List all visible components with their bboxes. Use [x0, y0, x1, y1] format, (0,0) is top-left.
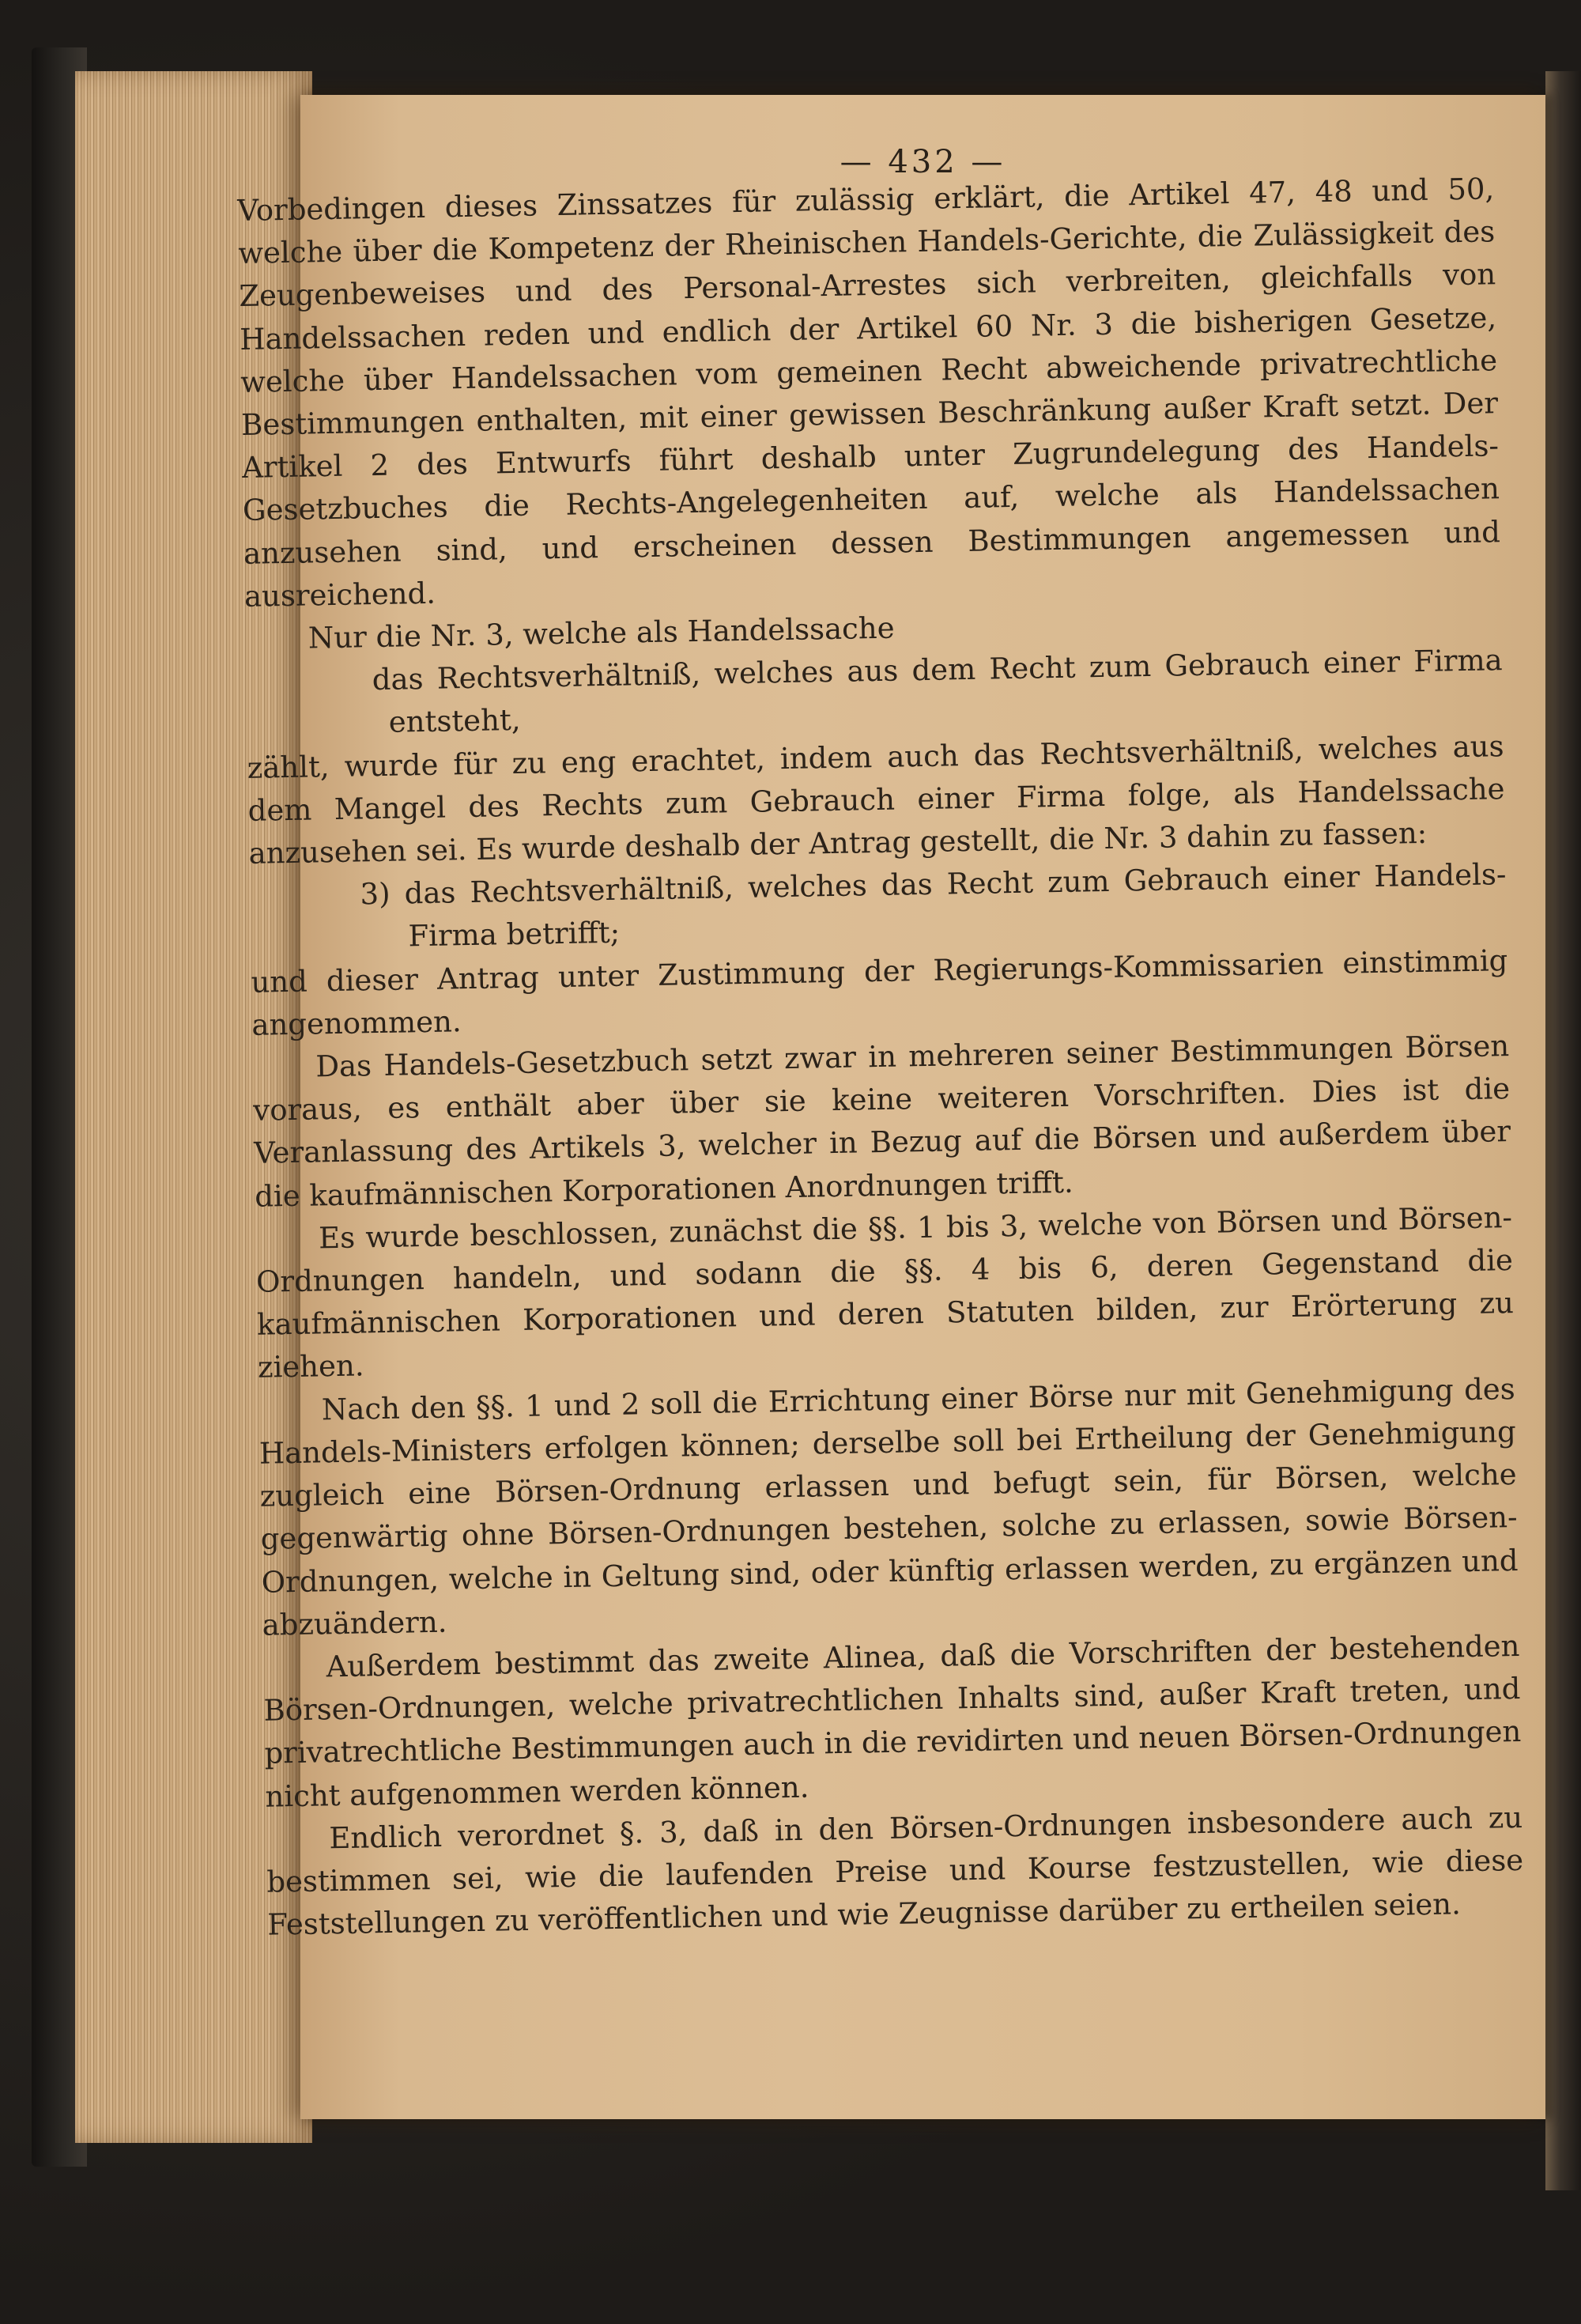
paragraph: und dieser Antrag unter Zustimmung der Regierungs-Kommissarien einstimmig angenommen. — [251, 943, 1508, 1042]
paragraph: Endlich verordnet §. 3, daß in den Börsen-Ordnungen insbesondere auch zu bestimmen sei, wie die laufenden Preise und Kourse festzustellen, wie diese Feststellungen zu veröffentlichen und wie Zeugnisse darüber zu ertheilen seien. — [266, 1800, 1524, 1942]
page-text — [237, 168, 1525, 1947]
paragraph: zählt, wurde für zu eng erachtet, indem auch das Rechtsverhältniß, welches aus dem Mangel des Rechts zum Gebrauch einer Firma folge, als Handelssache anzusehen sei. Es wurde deshalb der Antrag gestellt, die Nr. 3 dahin zu fassen: — [247, 728, 1505, 871]
paragraph: Nach den §§. 1 und 2 soll die Errichtung einer Börse nur mit Genehmigung des Handels-Ministers erfolgen können; derselbe soll bei Ertheilung der Genehmigung zugleich eine Börsen-Ordnung erlassen und befugt sein, für Börsen, welche gegenwärtig ohne Börsen-Ordnungen bestehen, solche zu erlassen, sowie Börsen-Ordnungen, welche in Geltung sind, oder künftig erlassen werden, zu ergänzen und abzuändern. — [258, 1371, 1519, 1642]
page-number: — 432 — — [840, 144, 1006, 180]
right-book-edge — [1545, 71, 1581, 2190]
paragraph: Nur die Nr. 3, welche als Handelssache — [308, 610, 895, 656]
paragraph: Das Handels-Gesetzbuch setzt zwar in mehreren seiner Bestimmungen Börsen voraus, es enthält aber über sie keine weiteren Vorschriften. Dies ist die Veranlassung des Artikels 3, welcher in Bezug auf die Börsen und außerdem über die kaufmännischen Korporationen Anordnungen trifft. — [252, 1029, 1511, 1214]
paragraph: Vorbedingen dieses Zinssatzes für zulässig erklärt, die Artikel 47, 48 und 50, welche über die Kompetenz der Rheinischen Handels-Gerichte, die Zulässigkeit des Zeugenbeweises und des Personal-Arrestes sich verbreiten, gleichfalls von Handelssachen reden und endlich der Artikel 60 Nr. 3 die bisherigen Gesetze, welche über Handelssachen vom gemeinen Recht abweichende privatrechtliche Bestimmungen enthalten, mit einer gewissen Beschränkung außer Kraft setzt. Der Artikel 2 des Entwurfs führt deshalb unter Zugrundelegung des Handels-Gesetzbuches die Rechts-Angelegenheiten auf, welche als Handelssachen anzusehen sind, und erscheinen dessen Bestimmungen angemessen und ausreichend. — [237, 172, 1501, 614]
list-item: 3) das Rechtsverhältniß, welches das Recht zum Gebrauch einer Handels-Firma betrifft; — [360, 857, 1507, 954]
paragraph: Es wurde beschlossen, zunächst die §§. 1 bis 3, welche von Börsen und Börsen-Ordnungen handeln, und sodann die §§. 4 bis 6, deren Gegenstand die kaufmännischen Korporationen und deren Statuten bilden, zur Erörterung zu ziehen. — [255, 1200, 1515, 1385]
paragraph: Außerdem bestimmt das zweite Alinea, daß die Vorschriften der bestehenden Börsen-Ordnungen, welche privatrechtlichen Inhalts sind, außer Kraft treten, und privatrechtliche Bestimmungen auch in die revidirten und neuen Börsen-Ordnungen nicht aufgenommen werden können. — [263, 1628, 1522, 1814]
quoted-clause: das Rechtsverhältniß, welches aus dem Recht zum Gebrauch einer Firma entsteht, — [372, 643, 1504, 740]
